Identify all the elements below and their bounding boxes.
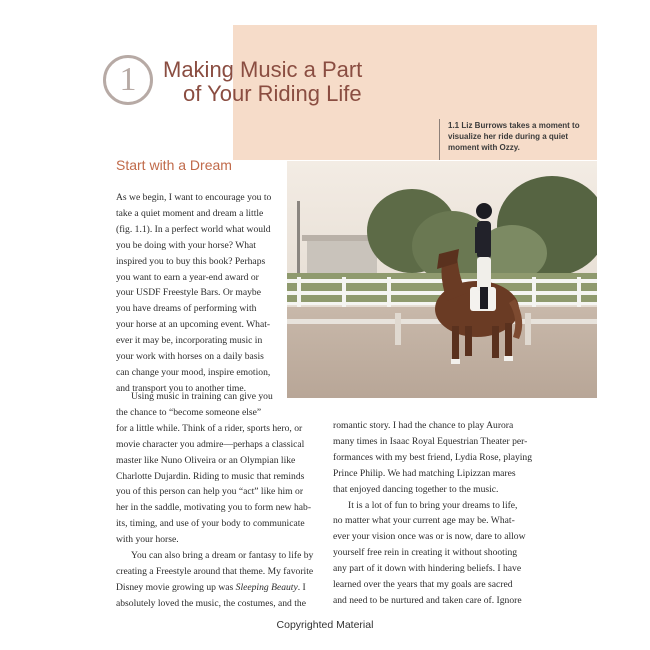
text-line: many times in Isaac Royal Equestrian Theater per- — [333, 435, 528, 447]
text-line: absolutely loved the music, the costumes, and the — [116, 597, 306, 609]
text-fragment: Disney movie growing up was — [116, 581, 234, 593]
text-line: and transport you to another time. — [116, 382, 247, 394]
text-line: you be doing with your horse? What — [116, 239, 256, 251]
body-column-left-bottom — [116, 389, 326, 612]
text-line: learned over the years that my goals are sacred — [333, 579, 513, 591]
text-line: It is a lot of fun to bring your dreams to life, — [348, 499, 518, 511]
figure-photo — [287, 161, 597, 398]
figure-caption: 1.1 Liz Burrows takes a moment to visualize her ride during a quiet moment with Ozzy. — [448, 121, 580, 152]
text-line: for a little while. Think of a rider, sports hero, or — [116, 422, 303, 434]
chapter-title-line-1: Making Music a Part — [163, 57, 363, 82]
text-line: with your horse. — [116, 534, 179, 546]
text-line: you of this person can help you “act” like him or — [116, 486, 304, 498]
text-line: that enjoyed dancing together to the music. — [333, 483, 499, 495]
book-title-emphasis: Sleeping Beauty — [235, 581, 298, 593]
text-line: any part of it down with hindering beliefs. I have — [333, 563, 522, 575]
text-line: formances with my best friend, Lydia Rose, playing — [333, 451, 533, 463]
text-line: and need to be nurtured and taken care of. Ignore — [333, 594, 522, 606]
chapter-number-badge — [103, 55, 153, 105]
chapter-number: 1 — [119, 61, 137, 98]
text-line — [116, 580, 326, 596]
chapter-title-line-2: of Your Riding Life — [183, 81, 362, 106]
paragraph — [116, 389, 326, 548]
text-line: her in the saddle, motivating you to form new hab- — [116, 502, 312, 514]
text-line: take a quiet moment and dream a little — [116, 207, 264, 219]
text-line: creating a Freestyle around that theme. My favorite — [116, 565, 314, 577]
paragraph — [116, 190, 286, 397]
paragraph — [116, 548, 326, 612]
text-line: romantic story. I had the chance to play Aurora — [333, 420, 514, 431]
text-line: can change your mood, inspire emotion, — [116, 366, 271, 378]
text-line: Charlotte Dujardin. Riding to music that reminds — [116, 470, 305, 482]
text-line: you have dreams of performing with — [116, 303, 257, 315]
text-line: master like Nuno Oliveira or an Olympian like — [116, 454, 296, 466]
text-line: yourself free rein in creating it without shooting — [333, 547, 518, 559]
text-line: ever your vision once was or is now, dare to allow — [333, 531, 526, 543]
caption-rule — [439, 119, 440, 160]
section-heading: Start with a Dream — [116, 157, 232, 173]
text-line: Using music in training can give you — [131, 391, 273, 402]
text-line: you want to earn a year-end award or — [116, 271, 259, 283]
paragraph — [333, 418, 558, 498]
text-line: (fig. 1.1). In a perfect world what would — [116, 223, 271, 235]
text-line: your horse at an upcoming event. What- — [116, 319, 271, 331]
text-line: Prince Philip. We had matching Lipizzan mares — [333, 467, 516, 479]
text-line: movie character you admire—perhaps a classical — [116, 438, 305, 450]
text-line: its, timing, and use of your body to communicate — [116, 518, 305, 530]
body-column-right — [333, 418, 558, 609]
chapter-title — [163, 58, 433, 106]
page-footer: Copyrighted Material — [276, 619, 374, 631]
text-line: ever it may be, incorporating music in — [116, 335, 263, 347]
text-line: inspired you to buy this book? Perhaps — [116, 255, 266, 267]
text-line: no matter what your current age may be. What- — [333, 515, 515, 527]
paragraph — [333, 498, 558, 609]
text-fragment: . I — [297, 581, 306, 593]
text-line: your work with horses on a daily basis — [116, 351, 264, 363]
text-line: your USDF Freestyle Bars. Or maybe — [116, 287, 261, 299]
text-line: the chance to “become someone else” — [116, 406, 262, 418]
horse-rider-photo — [287, 161, 597, 398]
text-line: As we begin, I want to encourage you to — [116, 192, 272, 203]
body-column-left-top — [116, 190, 286, 397]
text-line: You can also bring a dream or fantasy to life by — [131, 550, 314, 562]
